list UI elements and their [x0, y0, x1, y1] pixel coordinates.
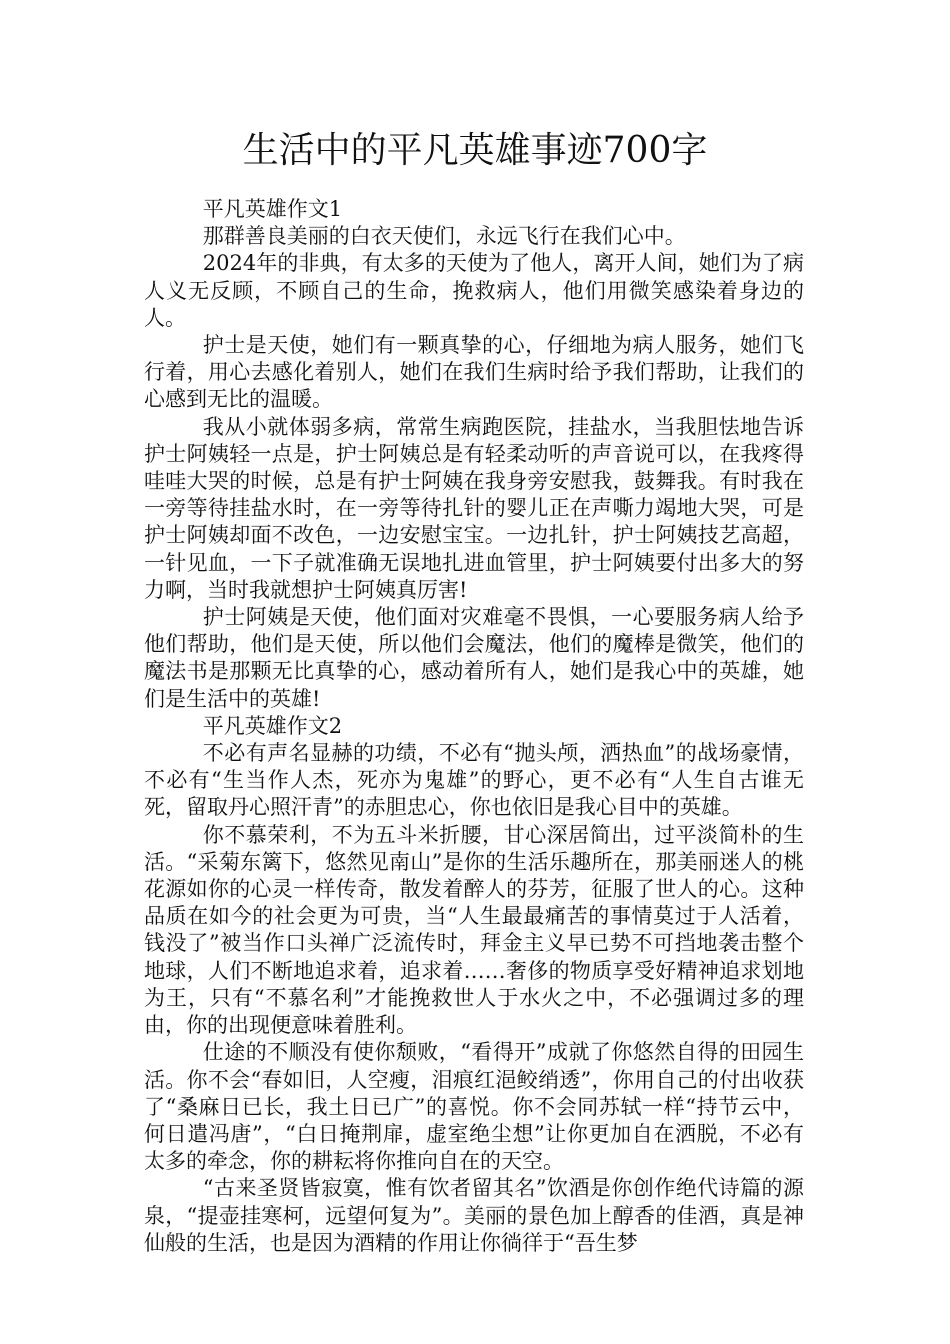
- body-paragraph: 2024年的非典，有太多的天使为了他人，离开人间，她们为了病人义无反顾，不顾自己的生命，挽救病人，他们用微笑感染着身边的人。: [144, 251, 804, 330]
- document-body: [144, 196, 804, 1257]
- section-heading: 平凡英雄作文1: [202, 197, 343, 221]
- body-paragraph: 你不慕荣利，不为五斗米折腰，甘心深居简出，过平淡简朴的生活。“采菊东篱下，悠然见南山”是你的生活乐趣所在，那美丽迷人的桃花源如你的心灵一样传奇，散发着醉人的芬芳，征服了世人的心。这种品质在如今的社会更为可贵，当“人生最最痛苦的事情莫过于人活着，钱没了”被当作口头禅广泛流传时，拜金主义早已势不可挡地袭击整个地球，人们不断地追求着，追求着……奢侈的物质享受好精神追求划地为王，只有“不慕名利”才能挽救世人于水火之中，不必强调过多的理由，你的出现便意味着胜利。: [144, 822, 804, 1038]
- section-heading: 平凡英雄作文2: [202, 713, 343, 738]
- body-paragraph: “古来圣贤皆寂寞，惟有饮者留其名”饮酒是你创作绝代诗篇的源泉，“提壶挂寒柯，远望何复为”。美丽的景色加上醇香的佳酒，真是神仙般的生活，也是因为酒精的作用让你徜徉于“吾生梦: [144, 1176, 804, 1255]
- body-paragraph: 不必有声名显赫的功绩，不必有“抛头颅，洒热血”的战场豪情，不必有“生当作人杰，死亦为鬼雄”的野心，更不必有“人生自古谁无死，留取丹心照汗青”的赤胆忠心，你也依旧是我心目中的英雄。: [144, 741, 804, 820]
- body-paragraph: 我从小就体弱多病，常常生病跑医院，挂盐水，当我胆怯地告诉护士阿姨轻一点是，护士阿姨总是有轻柔动听的声音说可以，在我疼得哇哇大哭的时候，总是有护士阿姨在我身旁安慰我，鼓舞我。有时我在一旁等待挂盐水时，在一旁等待扎针的婴儿正在声嘶力竭地大哭，可是护士阿姨却面不改色，一边安慰宝宝。一边扎针，护士阿姨技艺高超，一针见血，一下子就准确无误地扎进血管里，护士阿姨要付出多大的努力啊，当时我就想护士阿姨真厉害!: [144, 414, 804, 602]
- body-paragraph: 那群善良美丽的白衣天使们，永远飞行在我们心中。: [202, 224, 686, 249]
- body-paragraph: 护士阿姨是天使，他们面对灾难毫不畏惧，一心要服务病人给予他们帮助，他们是天使，所以他们会魔法，他们的魔棒是微笑，他们的魔法书是那颗无比真挚的心，感动着所有人，她们是我心中的英雄，她们是生活中的英雄!: [144, 605, 804, 711]
- body-paragraph: 护士是天使，她们有一颗真挚的心，仔细地为病人服务，她们飞行着，用心去感化着别人，她们在我们生病时给予我们帮助，让我们的心感到无比的温暖。: [144, 333, 804, 412]
- body-paragraph: 仕途的不顺没有使你颓败，“看得开”成就了你悠然自得的田园生活。你不会“春如旧，人空瘦，泪痕红浥鲛绡透”，你用自己的付出收获了“桑麻日已长，我土日已广”的喜悦。你不会同苏轼一样“持节云中，何日遣冯唐”，“白日掩荆扉，虚室绝尘想”让你更加自在洒脱，不必有太多的牵念，你的耕耘将你推向自在的天空。: [144, 1040, 804, 1174]
- document-title: 生活中的平凡英雄事迹700字: [242, 130, 708, 171]
